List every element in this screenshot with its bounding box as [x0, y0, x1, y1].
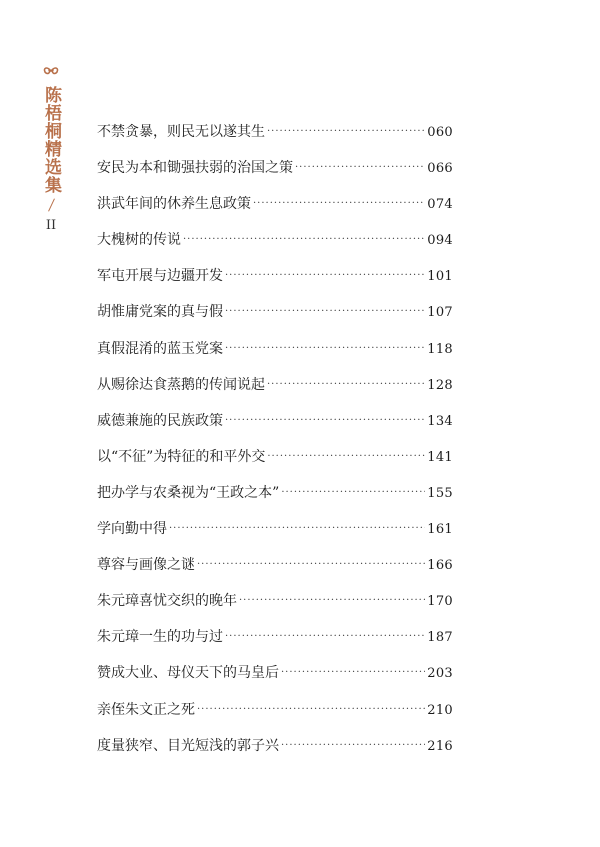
toc-entry-page: 141	[427, 449, 453, 465]
toc-dot-leader	[267, 379, 425, 390]
series-title: 陈梧桐精选集	[41, 86, 61, 194]
toc-dot-leader	[225, 306, 425, 317]
toc-dot-leader	[281, 667, 425, 678]
toc-entry-title: 不禁贪暴，则民无以遂其生	[97, 124, 265, 140]
toc-entry[interactable]	[97, 518, 453, 554]
toc-entry[interactable]	[97, 121, 453, 157]
toc-entry-page: 128	[427, 377, 453, 393]
toc-entry[interactable]	[97, 446, 453, 482]
title-divider	[48, 198, 55, 211]
toc-entry-page: 107	[427, 305, 453, 321]
toc-entry[interactable]	[97, 590, 453, 626]
swirl-ornament-icon	[41, 62, 61, 80]
toc-entry-page: 066	[427, 161, 453, 177]
sidebar	[38, 62, 64, 233]
toc-entry-title: 军屯开展与边疆开发	[97, 268, 223, 285]
toc-dot-leader	[197, 704, 425, 715]
toc-entry[interactable]	[97, 626, 453, 662]
toc-entry-title: 真假混淆的蓝玉党案	[97, 340, 223, 357]
toc-entry[interactable]	[97, 193, 453, 229]
toc-entry-page: 074	[427, 197, 453, 213]
toc-entry[interactable]	[97, 338, 453, 374]
toc-dot-leader	[197, 559, 425, 570]
toc-entry-title: 学向勤中得	[97, 521, 167, 538]
table-of-contents	[97, 121, 453, 771]
toc-entry-title: 赞成大业、母仪天下的马皇后	[97, 665, 279, 682]
toc-dot-leader	[267, 126, 425, 137]
toc-entry[interactable]	[97, 374, 453, 410]
toc-entry-title: 朱元璋一生的功与过	[97, 629, 223, 646]
toc-entry[interactable]	[97, 662, 453, 698]
toc-entry-page: 187	[427, 630, 453, 646]
toc-entry-page: 101	[427, 269, 453, 285]
toc-entry[interactable]	[97, 554, 453, 590]
toc-entry-title: 大槐树的传说	[97, 232, 181, 249]
toc-entry-title: 朱元璋喜忧交织的晚年	[97, 593, 237, 610]
toc-entry-title: 尊容与画像之谜	[97, 557, 195, 574]
toc-dot-leader	[183, 234, 425, 245]
toc-entry-title: 度量狭窄、目光短浅的郭子兴	[97, 737, 279, 754]
toc-entry-page: 203	[427, 666, 453, 682]
toc-entry-page: 155	[427, 485, 453, 501]
toc-dot-leader	[281, 487, 425, 498]
toc-entry-title: 亲侄朱文正之死	[97, 701, 195, 718]
toc-entry-title: 以“不征”为特征的和平外交	[97, 448, 266, 465]
toc-entry-page: 118	[427, 341, 453, 357]
toc-entry-page: 170	[427, 594, 453, 610]
toc-entry[interactable]	[97, 482, 453, 518]
toc-entry[interactable]	[97, 699, 453, 735]
toc-entry-page: 161	[427, 522, 453, 538]
toc-entry-page: 134	[427, 413, 453, 429]
toc-entry-page: 060	[427, 125, 453, 140]
toc-entry-title: 把办学与农桑视为“王政之本”	[97, 484, 280, 501]
toc-dot-leader	[267, 451, 425, 462]
toc-entry-title: 从赐徐达食蒸鹅的传闻说起	[97, 376, 265, 393]
toc-dot-leader	[225, 343, 425, 354]
toc-entry-page: 210	[427, 702, 453, 718]
toc-dot-leader	[253, 198, 425, 209]
toc-entry[interactable]	[97, 735, 453, 771]
toc-dot-leader	[169, 523, 425, 534]
toc-entry-title: 安民为本和锄强扶弱的治国之策	[97, 160, 293, 177]
toc-dot-leader	[225, 415, 425, 426]
toc-dot-leader	[239, 595, 425, 606]
toc-dot-leader	[295, 162, 425, 173]
toc-entry[interactable]	[97, 229, 453, 265]
toc-entry[interactable]	[97, 301, 453, 337]
toc-dot-leader	[225, 270, 425, 281]
toc-entry[interactable]	[97, 157, 453, 193]
toc-dot-leader	[225, 631, 425, 642]
toc-entry-title: 胡惟庸党案的真与假	[97, 304, 223, 321]
toc-entry[interactable]	[97, 410, 453, 446]
toc-entry-title: 威德兼施的民族政策	[97, 412, 223, 429]
toc-entry[interactable]	[97, 265, 453, 301]
toc-dot-leader	[281, 740, 425, 751]
page-number: II	[45, 218, 57, 233]
toc-entry-title: 洪武年间的休养生息政策	[97, 196, 251, 213]
toc-entry-page: 094	[427, 233, 453, 249]
toc-entry-page: 216	[427, 738, 453, 754]
toc-entry-page: 166	[427, 558, 453, 574]
